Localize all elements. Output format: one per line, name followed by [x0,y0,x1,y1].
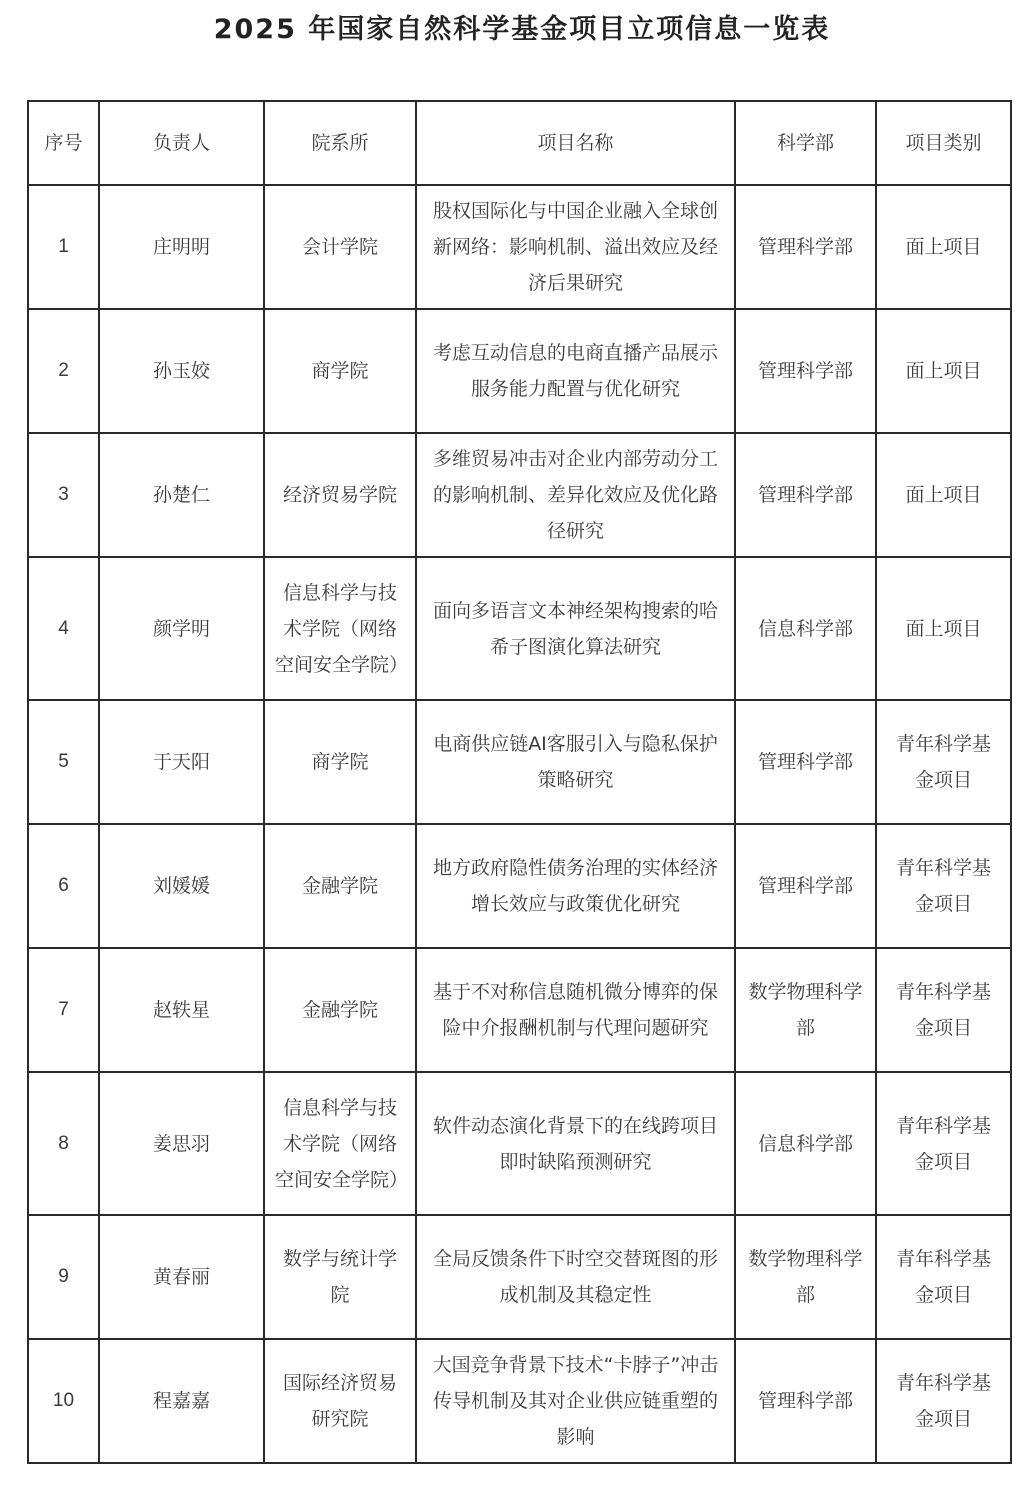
cell-no: 1 [28,185,99,309]
cell-leader: 刘媛媛 [99,824,264,948]
cell-dept: 数学与统计学院 [264,1215,416,1339]
cell-no: 6 [28,824,99,948]
cell-project: 大国竞争背景下技术“卡脖子”冲击传导机制及其对企业供应链重塑的影响 [416,1339,735,1463]
cell-division: 管理科学部 [735,700,876,824]
cell-no: 4 [28,557,99,700]
cell-category: 青年科学基金项目 [876,1339,1011,1463]
header-cell-dept: 院系所 [264,101,416,185]
cell-dept: 信息科学与技术学院（网络空间安全学院） [264,1072,416,1215]
cell-dept: 金融学院 [264,948,416,1072]
cell-dept: 金融学院 [264,824,416,948]
page-title: 2025 年国家自然科学基金项目立项信息一览表 [213,14,831,45]
cell-category: 青年科学基金项目 [876,948,1011,1072]
cell-category: 面上项目 [876,433,1011,557]
cell-leader: 颜学明 [99,557,264,700]
cell-project: 多维贸易冲击对企业内部劳动分工的影响机制、差异化效应及优化路径研究 [416,433,735,557]
cell-leader: 于天阳 [99,700,264,824]
cell-leader: 黄春丽 [99,1215,264,1339]
cell-no: 5 [28,700,99,824]
header-cell-leader: 负责人 [99,101,264,185]
cell-project: 全局反馈条件下时空交替斑图的形成机制及其稳定性 [416,1215,735,1339]
cell-no: 2 [28,309,99,433]
cell-project: 电商供应链AI客服引入与隐私保护策略研究 [416,700,735,824]
cell-category: 青年科学基金项目 [876,824,1011,948]
table-row [28,824,1011,948]
cell-division: 信息科学部 [735,1072,876,1215]
table-row [28,1339,1011,1463]
header-cell-category: 项目类别 [876,101,1011,185]
table-row [28,433,1011,557]
cell-leader: 程嘉嘉 [99,1339,264,1463]
cell-category: 面上项目 [876,557,1011,700]
cell-leader: 孙楚仁 [99,433,264,557]
cell-project: 地方政府隐性债务治理的实体经济增长效应与政策优化研究 [416,824,735,948]
cell-leader: 孙玉姣 [99,309,264,433]
cell-category: 面上项目 [876,309,1011,433]
cell-division: 管理科学部 [735,185,876,309]
cell-no: 7 [28,948,99,1072]
cell-no: 10 [28,1339,99,1463]
cell-project: 基于不对称信息随机微分博弈的保险中介报酬机制与代理问题研究 [416,948,735,1072]
cell-no: 3 [28,433,99,557]
cell-division: 数学物理科学部 [735,1215,876,1339]
cell-project: 股权国际化与中国企业融入全球创新网络：影响机制、溢出效应及经济后果研究 [416,185,735,309]
table-row [28,185,1011,309]
table-row [28,1215,1011,1339]
cell-no: 8 [28,1072,99,1215]
cell-category: 青年科学基金项目 [876,700,1011,824]
cell-category: 青年科学基金项目 [876,1072,1011,1215]
cell-project: 考虑互动信息的电商直播产品展示服务能力配置与优化研究 [416,309,735,433]
cell-no: 9 [28,1215,99,1339]
cell-leader: 庄明明 [99,185,264,309]
table-header-row [28,101,1011,185]
table-row [28,1072,1011,1215]
cell-leader: 赵轶星 [99,948,264,1072]
cell-project: 软件动态演化背景下的在线跨项目即时缺陷预测研究 [416,1072,735,1215]
cell-category: 青年科学基金项目 [876,1215,1011,1339]
cell-dept: 商学院 [264,309,416,433]
header-cell-division: 科学部 [735,101,876,185]
cell-division: 管理科学部 [735,433,876,557]
cell-dept: 国际经济贸易研究院 [264,1339,416,1463]
cell-category: 面上项目 [876,185,1011,309]
cell-dept: 经济贸易学院 [264,433,416,557]
table-row [28,557,1011,700]
header-cell-no: 序号 [28,101,99,185]
cell-leader: 姜思羽 [99,1072,264,1215]
cell-project: 面向多语言文本神经架构搜索的哈希子图演化算法研究 [416,557,735,700]
cell-division: 信息科学部 [735,557,876,700]
cell-division: 管理科学部 [735,1339,876,1463]
project-table [27,100,1012,1464]
cell-dept: 会计学院 [264,185,416,309]
table-row [28,948,1011,1072]
cell-dept: 信息科学与技术学院（网络空间安全学院） [264,557,416,700]
cell-division: 管理科学部 [735,824,876,948]
cell-dept: 商学院 [264,700,416,824]
table-row [28,309,1011,433]
cell-division: 数学物理科学部 [735,948,876,1072]
cell-division: 管理科学部 [735,309,876,433]
header-cell-project: 项目名称 [416,101,735,185]
table-row [28,700,1011,824]
